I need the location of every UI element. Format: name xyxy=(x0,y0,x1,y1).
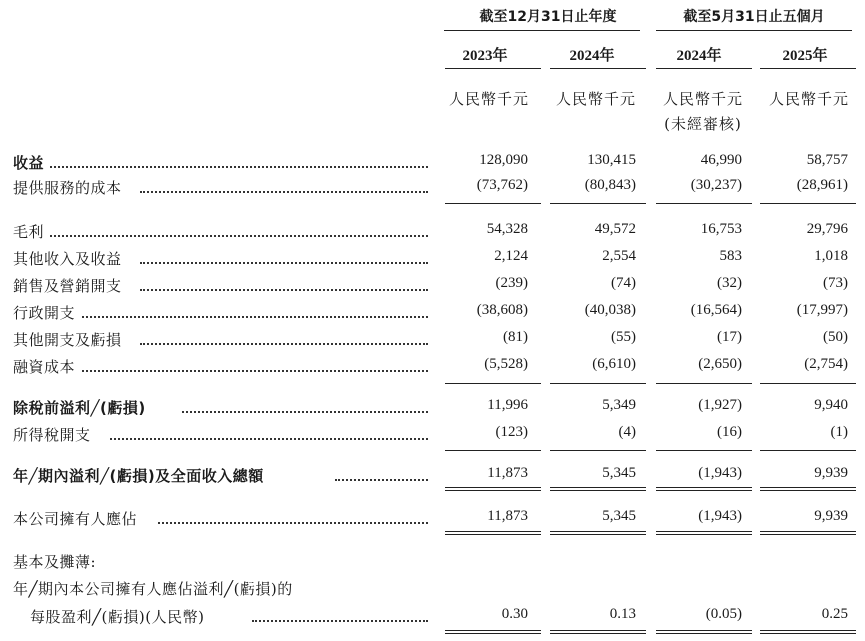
value-ae-2023: (38,608) xyxy=(476,302,528,318)
leader-finance-costs xyxy=(82,370,428,372)
unit-col-4: 人民幣千元 xyxy=(768,90,849,108)
value-pbt-2024-5m: (1,927) xyxy=(698,397,742,413)
value-att-2024-5m: (1,943) xyxy=(698,508,742,524)
year-col-1-rule xyxy=(445,68,541,69)
unit-col-1: 人民幣千元 xyxy=(448,90,529,108)
value-gp-2024: 49,572 xyxy=(594,221,636,237)
year-col-2: 2024年 xyxy=(569,48,615,64)
eps-double-rule-col-4 xyxy=(760,630,856,634)
subtotal-rule-col-2 xyxy=(550,203,646,204)
value-att-2023: 11,873 xyxy=(487,508,528,524)
value-tax-2024: (4) xyxy=(618,424,636,440)
total-double-rule-col-1 xyxy=(445,487,541,491)
value-ae-2024-5m: (16,564) xyxy=(690,302,742,318)
total-double-rule-col-4 xyxy=(760,487,856,491)
att-double-rule-col-4 xyxy=(760,531,856,535)
value-oe-2025-5m: (50) xyxy=(823,329,848,345)
unit-col-2: 人民幣千元 xyxy=(555,90,636,108)
pbt-rule-col-4 xyxy=(760,383,856,384)
eps-line-2: 每股盈利╱(虧損)(人民幣) xyxy=(30,608,205,626)
value-fc-2023: (5,528) xyxy=(484,356,528,372)
value-eps-2024: 0.13 xyxy=(609,606,636,622)
value-se-2024: (74) xyxy=(611,275,636,291)
value-pfp-2023: 11,873 xyxy=(487,465,528,481)
leader-cost-of-services xyxy=(140,191,428,193)
value-pbt-2025-5m: 9,940 xyxy=(814,397,848,413)
pbt-rule-col-1 xyxy=(445,383,541,384)
leader-income-tax xyxy=(110,438,428,440)
row-label-cost-of-services: 提供服務的成本 xyxy=(13,179,122,197)
att-double-rule-col-3 xyxy=(656,531,752,535)
leader-revenue xyxy=(50,166,428,168)
header-period-group: 截至5月31日止五個月 xyxy=(683,9,825,25)
value-revenue-2025-5m: 58,757 xyxy=(806,152,848,168)
value-gp-2023: 54,328 xyxy=(486,221,528,237)
value-oe-2024: (55) xyxy=(611,329,636,345)
leader-other-income xyxy=(140,262,428,264)
value-eps-2024-5m: (0.05) xyxy=(705,606,742,622)
value-pbt-2024: 5,349 xyxy=(602,397,636,413)
value-eps-2023: 0.30 xyxy=(501,606,528,622)
value-gp-2024-5m: 16,753 xyxy=(700,221,742,237)
row-label-gross-profit: 毛利 xyxy=(13,223,45,241)
value-oi-2024-5m: 583 xyxy=(719,248,742,264)
leader-attributable-owners xyxy=(158,522,428,524)
eps-heading: 基本及攤薄: xyxy=(13,553,97,571)
value-cost-2024: (80,843) xyxy=(584,177,636,193)
unit-col-3: 人民幣千元 xyxy=(662,90,743,108)
eps-line-1: 年╱期內本公司擁有人應佔溢利╱(虧損)的 xyxy=(13,580,293,598)
value-oi-2025-5m: 1,018 xyxy=(814,248,848,264)
profit-rule-col-1 xyxy=(445,450,541,451)
att-double-rule-col-1 xyxy=(445,531,541,535)
total-double-rule-col-2 xyxy=(550,487,646,491)
total-double-rule-col-3 xyxy=(656,487,752,491)
row-label-finance-costs: 融資成本 xyxy=(13,358,76,376)
pbt-rule-col-2 xyxy=(550,383,646,384)
value-revenue-2024-5m: 46,990 xyxy=(700,152,742,168)
subtotal-rule-col-3 xyxy=(656,203,752,204)
value-pfp-2025-5m: 9,939 xyxy=(814,465,848,481)
value-revenue-2024: 130,415 xyxy=(587,152,636,168)
profit-rule-col-3 xyxy=(656,450,752,451)
value-ae-2025-5m: (17,997) xyxy=(796,302,848,318)
row-label-revenue: 收益 xyxy=(13,154,45,172)
eps-double-rule-col-2 xyxy=(550,630,646,634)
value-tax-2024-5m: (16) xyxy=(717,424,742,440)
value-gp-2025-5m: 29,796 xyxy=(806,221,848,237)
subtotal-rule-col-4 xyxy=(760,203,856,204)
row-label-admin-expenses: 行政開支 xyxy=(13,304,76,322)
header-year-group-rule xyxy=(444,30,640,31)
header-year-group: 截至12月31日止年度 xyxy=(479,9,617,25)
att-double-rule-col-2 xyxy=(550,531,646,535)
year-col-4-rule xyxy=(760,68,856,69)
value-oi-2023: 2,124 xyxy=(494,248,528,264)
value-fc-2025-5m: (2,754) xyxy=(804,356,848,372)
year-col-3: 2024年 xyxy=(676,48,722,64)
value-se-2025-5m: (73) xyxy=(823,275,848,291)
year-col-3-rule xyxy=(656,68,752,69)
value-fc-2024: (6,610) xyxy=(592,356,636,372)
subtotal-rule-col-1 xyxy=(445,203,541,204)
value-oe-2023: (81) xyxy=(503,329,528,345)
leader-admin-expenses xyxy=(82,316,428,318)
value-oe-2024-5m: (17) xyxy=(717,329,742,345)
value-se-2023: (239) xyxy=(495,275,528,291)
value-tax-2023: (123) xyxy=(495,424,528,440)
leader-profit-for-period xyxy=(335,479,428,481)
value-tax-2025-5m: (1) xyxy=(830,424,848,440)
value-se-2024-5m: (32) xyxy=(717,275,742,291)
year-col-4: 2025年 xyxy=(782,48,828,64)
row-label-profit-before-tax: 除稅前溢利╱(虧損) xyxy=(13,399,146,417)
profit-rule-col-2 xyxy=(550,450,646,451)
pbt-rule-col-3 xyxy=(656,383,752,384)
value-pfp-2024: 5,345 xyxy=(602,465,636,481)
row-label-income-tax: 所得稅開支 xyxy=(13,426,91,444)
profit-rule-col-4 xyxy=(760,450,856,451)
row-label-attributable-owners: 本公司擁有人應佔 xyxy=(13,510,138,528)
value-pbt-2023: 11,996 xyxy=(487,397,528,413)
value-revenue-2023: 128,090 xyxy=(479,152,528,168)
unaudited-note: (未經審核) xyxy=(664,115,742,133)
value-cost-2023: (73,762) xyxy=(476,177,528,193)
value-eps-2025-5m: 0.25 xyxy=(821,606,848,622)
value-oi-2024: 2,554 xyxy=(602,248,636,264)
row-label-other-income: 其他收入及收益 xyxy=(13,250,122,268)
value-att-2024: 5,345 xyxy=(602,508,636,524)
row-label-profit-for-period: 年╱期內溢利╱(虧損)及全面收入總額 xyxy=(13,467,264,485)
leader-profit-before-tax xyxy=(182,411,428,413)
row-label-other-expenses: 其他開支及虧損 xyxy=(13,331,122,349)
value-pfp-2024-5m: (1,943) xyxy=(698,465,742,481)
eps-double-rule-col-1 xyxy=(445,630,541,634)
year-col-2-rule xyxy=(550,68,646,69)
eps-double-rule-col-3 xyxy=(656,630,752,634)
value-cost-2025-5m: (28,961) xyxy=(796,177,848,193)
header-period-group-rule xyxy=(656,30,852,31)
leader-selling-expenses xyxy=(140,289,428,291)
row-label-selling-expenses: 銷售及營銷開支 xyxy=(13,277,122,295)
value-fc-2024-5m: (2,650) xyxy=(698,356,742,372)
year-col-1: 2023年 xyxy=(462,48,508,64)
leader-gross-profit xyxy=(50,235,428,237)
leader-other-expenses xyxy=(140,343,428,345)
leader-eps xyxy=(252,620,428,622)
value-att-2025-5m: 9,939 xyxy=(814,508,848,524)
value-ae-2024: (40,038) xyxy=(584,302,636,318)
value-cost-2024-5m: (30,237) xyxy=(690,177,742,193)
